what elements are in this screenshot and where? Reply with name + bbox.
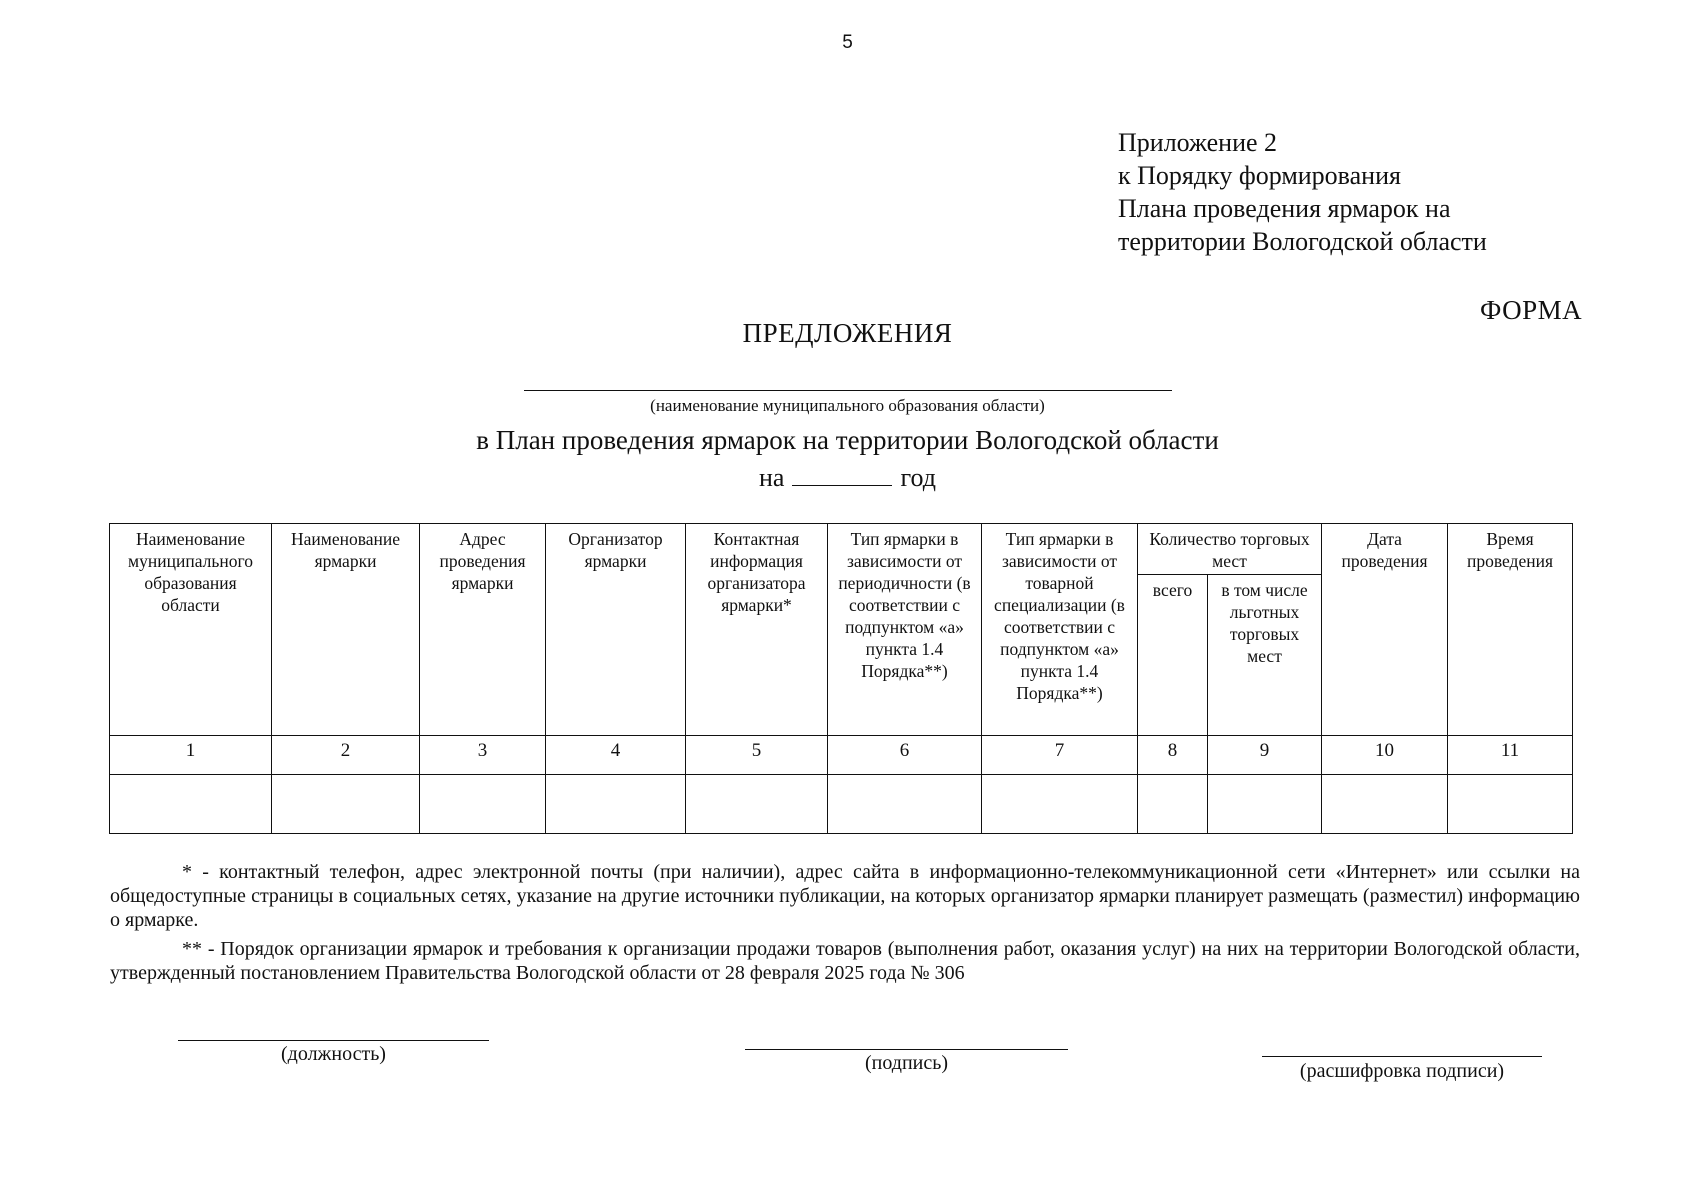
- appendix-line: к Порядку формирования: [1118, 161, 1401, 190]
- column-number: 5: [686, 736, 828, 775]
- appendix-line: территории Вологодской области: [1118, 227, 1487, 256]
- form-label: ФОРМА: [1480, 295, 1583, 325]
- column-number: 2: [272, 736, 420, 775]
- signature-line: [745, 1049, 1068, 1050]
- table-cell: [982, 775, 1138, 834]
- table-cell: [110, 775, 272, 834]
- appendix-line: Плана проведения ярмарок на: [1118, 194, 1451, 223]
- column-number: 3: [420, 736, 546, 775]
- header-time: Время проведения: [1448, 524, 1573, 736]
- header-address: Адрес проведения ярмарки: [420, 524, 546, 736]
- year-line: [0, 463, 1695, 493]
- document-title: ПРЕДЛОЖЕНИЯ: [742, 318, 953, 348]
- signature-caption: (подпись): [864, 1052, 949, 1074]
- header-places-count: Количество торговых мест: [1138, 524, 1322, 575]
- column-number: 4: [546, 736, 686, 775]
- proposals-table: [109, 523, 1573, 834]
- header-date: Дата проведения: [1322, 524, 1448, 736]
- column-number: 11: [1448, 736, 1573, 775]
- footnote-contact: [110, 860, 1580, 932]
- column-number: 8: [1138, 736, 1208, 775]
- table-cell: [1138, 775, 1208, 834]
- header-organizer: Организатор ярмарки: [546, 524, 686, 736]
- table-cell: [828, 775, 982, 834]
- year-prefix: на: [759, 463, 785, 492]
- table-cell: [546, 775, 686, 834]
- year-suffix: год: [900, 463, 936, 492]
- header-places-preferential: в том числе льготных торговых мест: [1208, 574, 1322, 735]
- year-blank: [792, 463, 892, 486]
- appendix-line: Приложение 2: [1118, 128, 1278, 157]
- header-fair-name: Наименование ярмарки: [272, 524, 420, 736]
- position-caption: (должность): [281, 1043, 386, 1065]
- document-subtitle: в План проведения ярмарок на территории Вологодской области: [476, 425, 1219, 455]
- page-number: 5: [842, 32, 853, 53]
- municipality-name-line: [524, 390, 1172, 391]
- header-type-periodicity: Тип ярмарки в зависимости от периодичности (в соответствии с подпунктом «а» пункта 1.4 Порядка**): [828, 524, 982, 736]
- footnote-text: ** - Порядок организации ярмарок и требования к организации продажи товаров (выполнения работ, оказания услуг) на них на территории Вологодской области, утвержденный постановлением Правительства Вологодской области от 28 февраля 2025 года № 306: [110, 938, 1580, 984]
- column-number: 6: [828, 736, 982, 775]
- footnote-procedure: [110, 937, 1580, 985]
- column-number: 9: [1208, 736, 1322, 775]
- header-places-total: всего: [1138, 574, 1208, 735]
- decoding-caption: (расшифровка подписи): [1299, 1060, 1505, 1082]
- table-cell: [1322, 775, 1448, 834]
- table-row: [110, 775, 1573, 834]
- municipality-name-caption: (наименование муниципального образования области): [650, 396, 1045, 415]
- header-municipality: Наименование муниципального образования области: [110, 524, 272, 736]
- decoding-signature-line: [1262, 1056, 1542, 1057]
- table-cell: [686, 775, 828, 834]
- table-cell: [272, 775, 420, 834]
- footnote-text: * - контактный телефон, адрес электронной почты (при наличии), адрес сайта в информационно-телекоммуникационной сети «Интернет» или ссылки на общедоступные страницы в социальных сетях, указание на другие источники публикации, на которых организатор ярмарки планирует размещать (разместил) информацию о ярмарке.: [110, 861, 1580, 931]
- column-number: 7: [982, 736, 1138, 775]
- column-number: 1: [110, 736, 272, 775]
- table-cell: [420, 775, 546, 834]
- position-signature-line: [178, 1040, 489, 1041]
- column-number: 10: [1322, 736, 1448, 775]
- table-cell: [1448, 775, 1573, 834]
- header-type-specialization: Тип ярмарки в зависимости от товарной специализации (в соответствии с подпунктом «а» пункта 1.4 Порядка**): [982, 524, 1138, 736]
- table-cell: [1208, 775, 1322, 834]
- header-contact: Контактная информация организатора ярмарки*: [686, 524, 828, 736]
- appendix-reference: [1118, 126, 1487, 258]
